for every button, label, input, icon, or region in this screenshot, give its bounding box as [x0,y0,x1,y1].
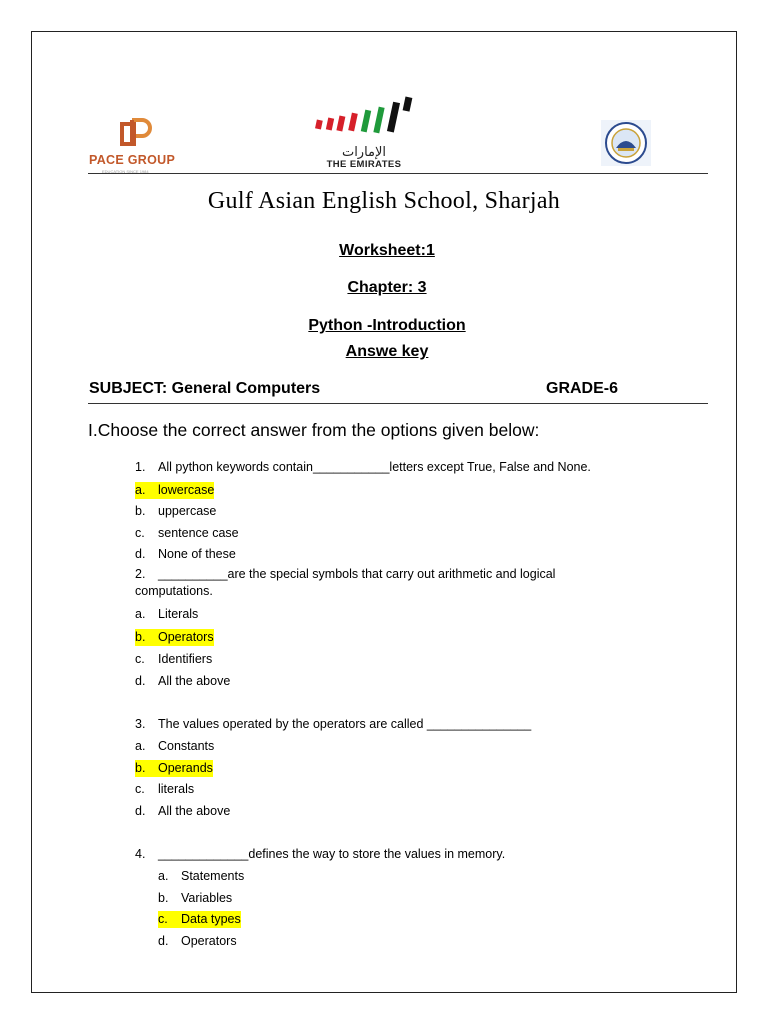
option-4d [158,933,237,950]
header-divider [88,173,708,174]
option-2a [135,606,198,623]
question-text: _____________defines the way to store the values in memory. [158,847,506,861]
subject-divider [88,403,708,404]
question-text: All python keywords contain___________letters except True, False and None. [158,460,591,474]
emirates-bars-icon [300,95,430,145]
question-2 [135,566,605,600]
option-mark: c. [135,526,145,540]
option-3a [135,738,214,755]
option-text: literals [158,782,195,796]
question-number: 1. [135,460,146,474]
option-text: None of these [158,547,236,561]
option-4c-correct [158,911,241,928]
option-1b [135,503,216,520]
option-text: lowercase [158,483,215,497]
option-mark: c. [135,652,145,666]
option-text: Operators [158,630,214,644]
chapter-title: Chapter: 3 [347,279,427,296]
option-4a [158,868,244,885]
question-number: 2. [135,567,146,581]
option-3c [135,781,194,798]
option-mark: b. [158,891,169,905]
option-text: sentence case [158,526,239,540]
the-emirates-logo [300,95,430,175]
option-2b-correct [135,629,214,646]
option-mark: a. [135,607,146,621]
question-4 [135,846,505,863]
option-text: Operands [158,761,213,775]
question-1 [135,459,591,476]
option-mark: a. [135,483,146,497]
option-mark: b. [135,630,146,644]
school-name: Gulf Asian English School, Sharjah [207,188,561,214]
grade-label: GRADE-6 [546,380,619,397]
option-text: Operators [181,934,237,948]
pace-logo-text: PACE GROUP [89,153,176,167]
pace-group-logo [86,118,186,178]
option-mark: b. [135,504,146,518]
question-number: 3. [135,717,146,731]
pace-logo-mark-icon [116,118,156,152]
option-text: Data types [181,912,241,926]
question-3 [135,716,531,733]
option-text: Constants [158,739,215,753]
option-3b-correct [135,760,213,777]
section-number: I. [88,420,98,440]
option-mark: a. [135,739,146,753]
section-instruction-text: Choose the correct answer from the options given below: [97,420,540,440]
question-text: The values operated by the operators are called _______________ [158,717,532,731]
option-mark: d. [158,934,169,948]
question-text: __________are the special symbols that carry out arithmetic and logical computations. [135,567,556,598]
option-2d [135,673,230,690]
pace-logo-subtext: EDUCATION SINCE 1984 [102,169,149,174]
option-text: Statements [181,869,245,883]
school-seal-logo [601,120,651,166]
option-1a-correct [135,482,214,499]
answer-key-title: Answe key [345,343,429,360]
option-mark: c. [135,782,145,796]
topic-title: Python -Introduction [308,317,466,334]
option-text: Variables [181,891,233,905]
option-2c [135,651,212,668]
option-mark: d. [135,547,146,561]
question-number: 4. [135,847,146,861]
option-3d [135,803,230,820]
option-text: uppercase [158,504,217,518]
option-4b [158,890,232,907]
option-mark: d. [135,804,146,818]
option-mark: b. [135,761,146,775]
emirates-english-text: THE EMIRATES [326,159,402,170]
option-text: All the above [158,804,231,818]
emirates-arabic-text: الإمارات [341,145,387,160]
option-1d [135,546,236,563]
option-mark: d. [135,674,146,688]
option-text: Literals [158,607,199,621]
option-text: Identifiers [158,652,213,666]
option-1c [135,525,239,542]
option-mark: c. [158,912,168,926]
option-text: All the above [158,674,231,688]
option-mark: a. [158,869,169,883]
section-instruction [88,420,539,441]
school-seal-icon [601,120,651,166]
subject-label: SUBJECT: General Computers [89,380,321,397]
worksheet-title: Worksheet:1 [339,242,435,259]
